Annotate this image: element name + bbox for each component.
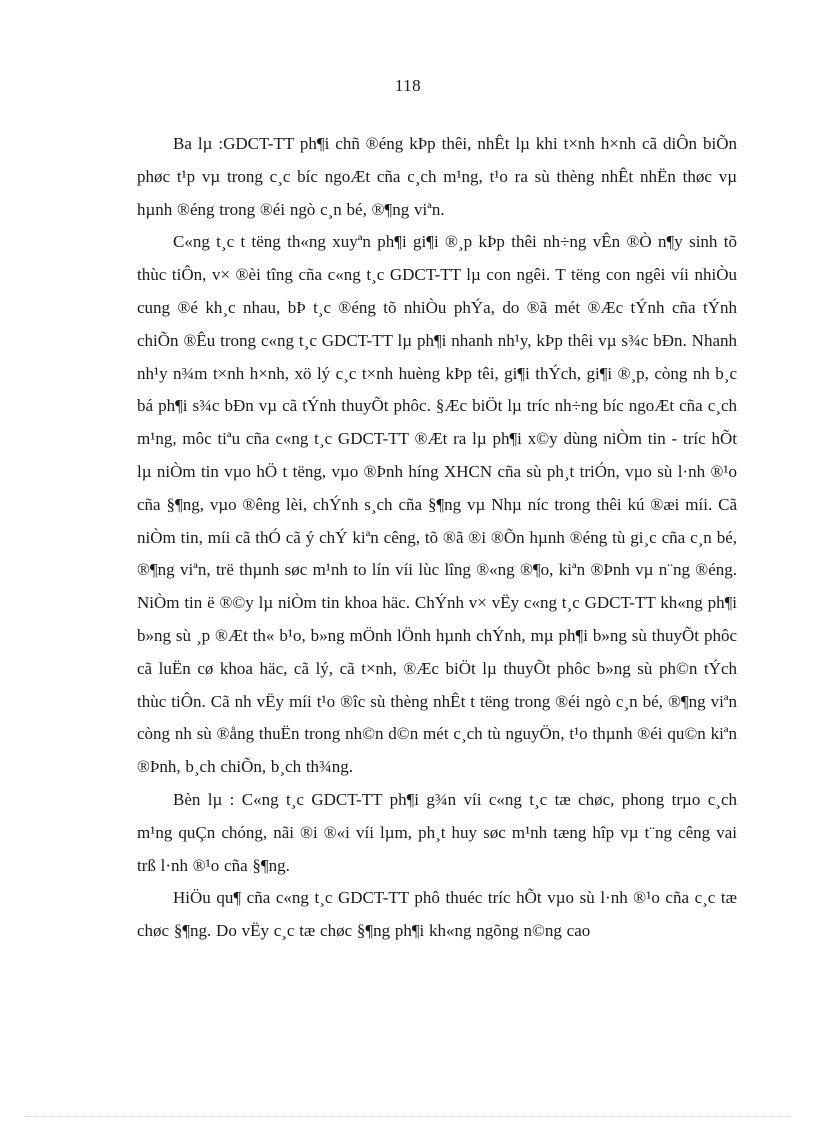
paragraph-effectiveness: HiÖu qu¶ cña c«ng t¸c GDCT-TT phô thuéc tríc hÕt vµo sù l·nh ®¹o cña c¸c tæ chøc §¶ng. Do vËy c¸c tæ chøc §¶ng ph¶i kh«ng ngõng n©ng cao <box>137 888 737 941</box>
page-number: 118 <box>394 76 422 95</box>
bottom-divider <box>24 1116 792 1117</box>
paragraph-point-four: Bèn lµ : C«ng t¸c GDCT-TT ph¶i g¾n víi c«ng t¸c tæ chøc, phong trµo c¸ch m¹ng quÇn chóng, nãi ®i ®«i víi lµm, ph¸t huy søc m¹nh tæng hîp vµ t¨ng cêng vai trß l·nh ®¹o cña §¶ng. <box>137 789 737 875</box>
body-text <box>137 128 737 948</box>
paragraph-point-three: Ba lµ :GDCT-TT ph¶i chñ ®éng kÞp thêi, nhÊt lµ khi t×nh h×nh cã diÔn biÕn phøc t¹p vµ trong c¸c bíc ngoÆt cña c¸ch m¹ng, t¹o ra sù thèng nhÊt nhËn thøc vµ hµnh ®éng trong ®éi ngò c¸n bé, ®¶ng viªn. <box>137 134 737 219</box>
paragraph-ideological-work: C«ng t¸c t tëng th«ng xuyªn ph¶i gi¶i ®¸p kÞp thêi nh÷ng vÊn ®Ò n¶y sinh tõ thùc tiÔn, v× ®èi tîng cña c«ng t¸c GDCT-TT lµ con ngêi. T tëng con ngêi víi nhiÒu cung ®é kh¸c nhau, bÞ t¸c ®éng tõ nhiÒu phÝa, do ®ã mét ®Æc tÝnh cña tÝnh chiÕn ®Êu trong c«ng t¸c GDCT-TT lµ ph¶i nhanh nh¹y, kÞp thêi vµ s¾c bÐn. Nhanh nh¹y n¾m t×nh h×nh, xö lý c¸c t×nh huèng kÞp têi, gi¶i thÝch, gi¶i ®¸p, còng nh b¸c bá ph¶i s¾c bÐn vµ cã tÝnh thuyÕt phôc. §Æc biÖt lµ tríc nh÷ng bíc ngoÆt cña c¸ch m¹ng, môc tiªu cña c«ng t¸c GDCT-TT ®Æt ra lµ ph¶i x©y dùng niÒm tin - tríc hÕt lµ niÒm tin vµo hÖ t tëng, vµo ®Þnh híng XHCN cña sù ph¸t triÓn, vµo sù l·nh ®¹o cña §¶ng, vµo ®êng lèi, chÝnh s¸ch cña §¶ng vµ Nhµ níc trong thêi kú ®æi míi. Cã niÒm tin, míi cã thÓ cã ý chÝ kiªn cêng, tõ ®ã ®i ®Õn hµnh ®éng tù gi¸c cña c¸n bé, ®¶ng viªn, trë thµnh søc m¹nh to lín víi lùc lîng ®«ng ®¶o, kiªn ®Þnh vµ n¨ng ®éng. NiÒm tin ë ®©y lµ niÒm tin khoa häc. ChÝnh v× vËy c«ng t¸c GDCT-TT kh«ng ph¶i b»ng sù ¸p ®Æt th« b¹o, b»ng mÖnh lÖnh hµnh chÝnh, mµ ph¶i b»ng sù thuyÕt phôc cã luËn cø khoa häc, cã lý, cã t×nh, ®Æc biÖt lµ thuyÕt phôc b»ng sù ph©n tÝch thùc tiÔn. Cã nh vËy míi t¹o ®îc sù thèng nhÊt t tëng trong ®éi ngò c¸n bé, ®¶ng viªn còng nh sù ®ång thuËn trong nh©n d©n mét c¸ch tù nguyÖn, t¹o thµnh ®éi qu©n kiªn ®Þnh, b¸ch chiÕn, b¸ch th¾ng. <box>137 232 737 777</box>
